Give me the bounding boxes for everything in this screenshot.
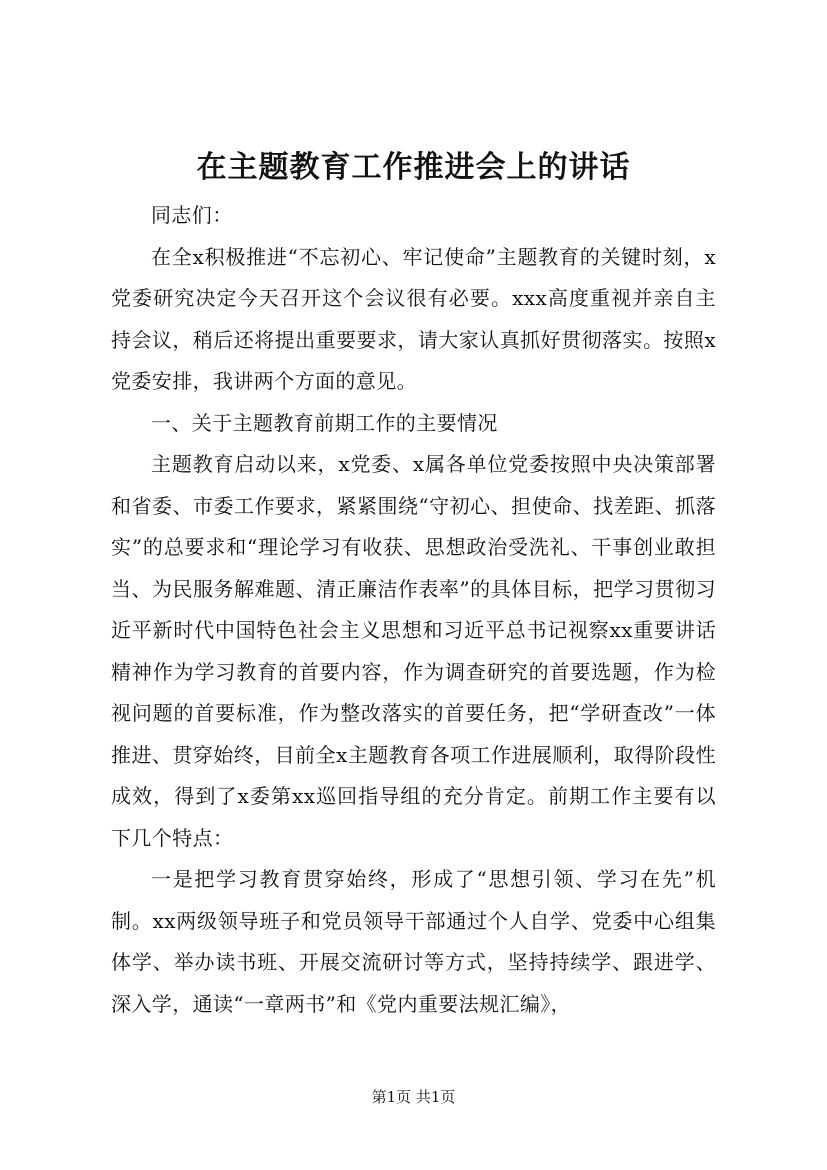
document-title: 在主题教育工作推进会上的讲话 [196, 150, 631, 185]
paragraph-3: 一是把学习教育贯穿始终，形成了“思想引领、学习在先”机制。xx两级领导班子和党员领导干部通过个人自学、党委中心组集体学、举办读书班、开展交流研讨等方式，坚持持续学、跟进学、深入学，通读“一章两书”和《党内重要法规汇编》， [111, 867, 716, 1016]
page-number: 第1页 共1页 [371, 1088, 456, 1106]
document-body [111, 195, 716, 1025]
paragraph-1: 在全x积极推进“不忘初心、牢记使命”主题教育的关键时刻，x党委研究决定今天召开这个会议很有必要。xxx高度重视并亲自主持会议，稍后还将提出重要要求，请大家认真抓好贯彻落实。按照x党委安排，我讲两个方面的意见。 [111, 244, 716, 393]
section-heading-1: 一、关于主题教育前期工作的主要情况 [151, 410, 498, 435]
page-footer [0, 1087, 827, 1107]
paragraph-2: 主题教育启动以来，x党委、x属各单位党委按照中央决策部署和省委、市委工作要求，紧紧围绕“守初心、担使命、找差距、抓落实”的总要求和“理论学习有收获、思想政治受洗礼、干事创业敢担当、为民服务解难题、清正廉洁作表率”的具体目标，把学习贯彻习近平新时代中国特色社会主义思想和习近平总书记视察xx重要讲话精神作为学习教育的首要内容，作为调查研究的首要选题，作为检视问题的首要标准，作为整改落实的首要任务，把“学研查改”一体推进、贯穿始终，目前全x主题教育各项工作进展顺利，取得阶段性成效，得到了x委第xx巡回指导组的充分肯定。前期工作主要有以下几个特点： [111, 452, 716, 850]
salutation: 同志们： [151, 203, 233, 227]
